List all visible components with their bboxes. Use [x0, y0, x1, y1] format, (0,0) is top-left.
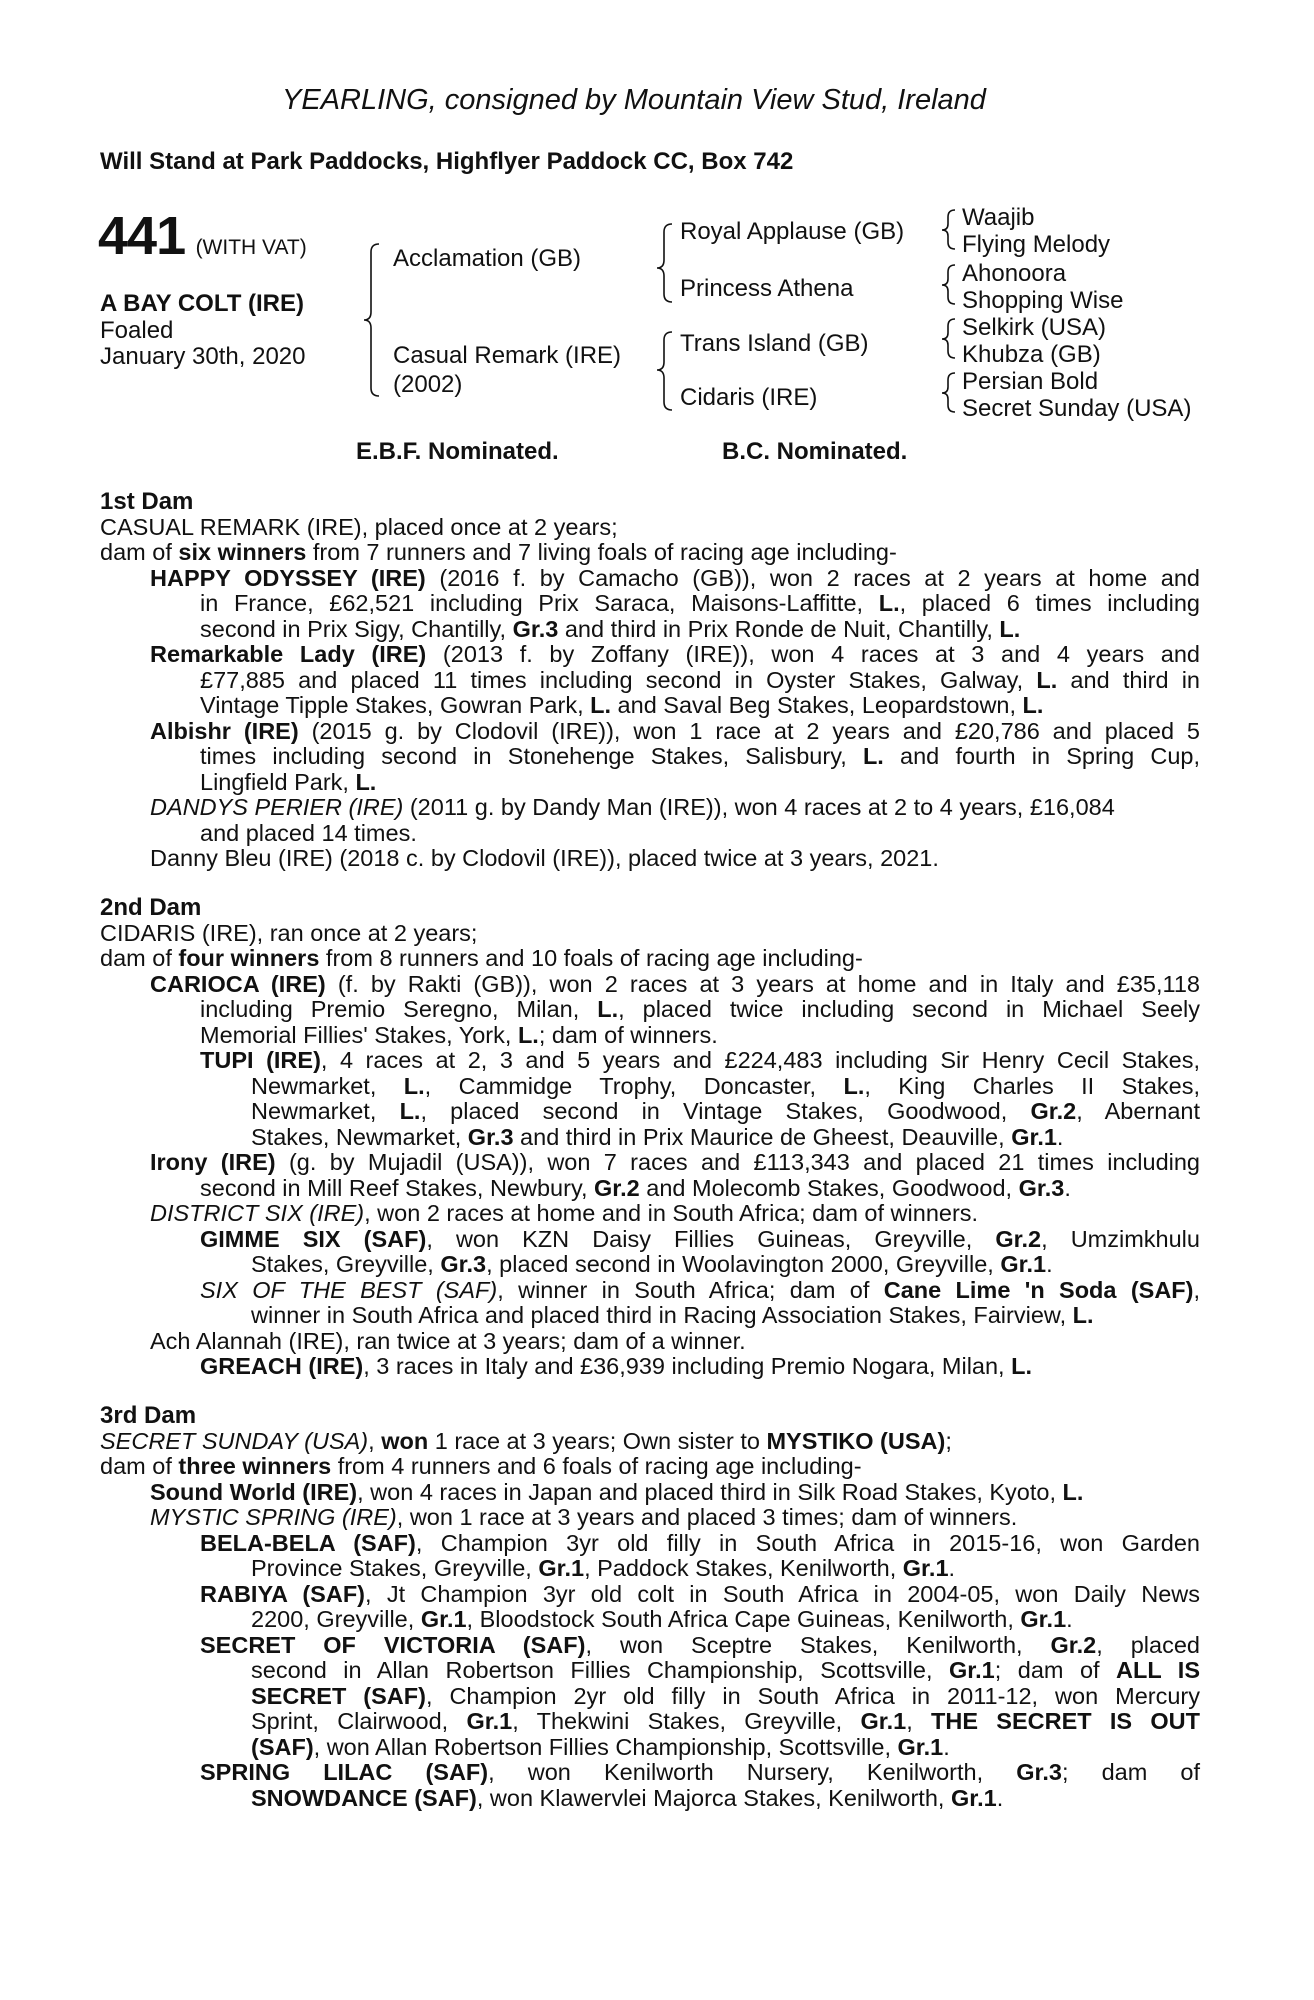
t: , placed second in Vintage Stakes, Goodwood, — [420, 1098, 1031, 1124]
t: Gr.3 — [1018, 1174, 1065, 1201]
t: , won Sceptre Stakes, Kenilworth, — [585, 1631, 1051, 1658]
t: L. — [1036, 666, 1058, 693]
t: Irony (IRE) — [150, 1149, 276, 1175]
t: ; dam of winners. — [538, 1021, 718, 1048]
t: BELA-BELA (SAF) — [200, 1529, 416, 1556]
t: L. — [843, 1072, 865, 1099]
brace-dam-line — [657, 332, 672, 410]
t: and third in — [1057, 666, 1200, 693]
entry-remarkable-lady-3 — [200, 693, 1200, 719]
t: Sound World (IRE) — [150, 1478, 358, 1505]
t: three winners — [178, 1453, 332, 1479]
t: L. — [403, 1072, 425, 1099]
brace-g1 — [942, 210, 955, 249]
entry-greach — [200, 1354, 1200, 1380]
t: four winners — [178, 945, 320, 971]
third-dam-title: 3rd Dam — [100, 1402, 197, 1429]
t: from 4 runners and 6 foals of racing age including- — [331, 1453, 862, 1479]
t: 2200, Greyville, — [251, 1606, 421, 1632]
grandsire-1: Waajib — [962, 204, 1035, 231]
first-dam-line: CASUAL REMARK (IRE), placed once at 2 years; — [100, 513, 618, 540]
t: GREACH (IRE) — [200, 1353, 364, 1379]
grandsire-4: Shopping Wise — [962, 287, 1124, 314]
entry-remarkable-lady-2 — [200, 668, 1200, 694]
entry-secret-of-victoria — [200, 1633, 1200, 1659]
t: (2015 g. by Clodovil (IRE)), won 1 race at 2 years and £20,786 and placed 5 — [298, 717, 1200, 744]
t: L. — [597, 996, 619, 1022]
t: , — [1193, 1276, 1201, 1303]
t: and Saval Beg Stakes, Leopardstown, — [611, 692, 1023, 718]
third-dam-line — [100, 1429, 1200, 1455]
entry-rabiya — [200, 1582, 1200, 1608]
t: GIMME SIX (SAF) — [200, 1225, 427, 1252]
t: second in Prix Sigy, Chantilly, — [200, 615, 513, 642]
t: , won Klawervlei Majorca Stakes, Kenilworth, — [476, 1784, 951, 1811]
t: from 7 runners and 7 living foals of racing age including- — [306, 539, 897, 565]
entry-remarkable-lady — [150, 642, 1200, 668]
sire-sire: Royal Applause (GB) — [680, 218, 905, 245]
entry-sound-world — [150, 1480, 1200, 1506]
t: , Paddock Stakes, Kenilworth, — [584, 1555, 903, 1581]
brace-sire-line — [657, 224, 672, 302]
grandsire-2: Flying Melody — [962, 231, 1111, 258]
t: L. — [1011, 1353, 1033, 1379]
t: Albishr (IRE) — [150, 717, 299, 744]
t: , — [906, 1708, 932, 1734]
t: winner in South Africa and placed third in Racing Association Stakes, Fairview, — [251, 1302, 1073, 1328]
t: . — [1064, 1174, 1071, 1201]
lot-number: 441 — [98, 206, 186, 266]
t: , placed 6 times including — [899, 590, 1200, 616]
entry-rabiya-2 — [251, 1607, 1200, 1633]
t: Gr.2 — [1050, 1631, 1097, 1658]
t: Province Stakes, Greyville, — [251, 1555, 539, 1581]
entry-gimme-six-2 — [251, 1252, 1200, 1278]
t: L. — [355, 768, 377, 795]
entry-carioca-2 — [200, 997, 1200, 1023]
t: (SAF) — [251, 1733, 314, 1760]
first-dam-section — [100, 489, 1200, 872]
t: L. — [878, 590, 900, 616]
t: Gr.1 — [1011, 1123, 1057, 1150]
t: ; dam of — [994, 1657, 1117, 1683]
sire: Acclamation (GB) — [393, 245, 582, 272]
t: Gr.1 — [860, 1708, 907, 1734]
t: second in Allan Robertson Fillies Championship, Scottsville, — [251, 1657, 949, 1683]
dam-dam: Cidaris (IRE) — [680, 384, 818, 411]
grandsire-3: Ahonoora — [962, 260, 1067, 287]
t: and fourth in Spring Cup, — [883, 743, 1201, 769]
t: in France, £62,521 including Prix Saraca, Maisons-Laffitte, — [200, 590, 879, 616]
t: Vintage Tipple Stakes, Gowran Park, — [200, 692, 591, 718]
t: . — [943, 1733, 950, 1760]
t: dam of — [100, 539, 179, 565]
t: , Umzimkhulu — [1041, 1225, 1200, 1252]
t: , winner in South Africa; dam of — [497, 1276, 884, 1303]
brace-sire-dam — [364, 244, 379, 396]
grandsire-5: Selkirk (USA) — [962, 314, 1107, 341]
t: . — [1056, 1123, 1064, 1150]
t: THE SECRET IS OUT — [931, 1708, 1200, 1734]
t: , Cammidge Trophy, Doncaster, — [424, 1072, 844, 1099]
brace-g4 — [942, 373, 955, 412]
t: Remarkable Lady (IRE) — [150, 641, 427, 667]
t: and third in Prix Ronde de Nuit, Chantilly, — [558, 615, 1000, 642]
t: , won 1 race at 3 years and placed 3 times; dam of winners. — [396, 1504, 1018, 1530]
t: , won Kenilworth Nursery, Kenilworth, — [488, 1759, 1017, 1785]
t: second in Mill Reef Stakes, Newbury, — [200, 1174, 595, 1201]
entry-dandys-perier-2: and placed 14 times. — [200, 819, 417, 846]
third-dam-produce — [100, 1454, 1200, 1480]
entry-happy-odyssey — [150, 566, 1200, 592]
t: SNOWDANCE (SAF) — [251, 1784, 477, 1811]
entry-bela-bela — [200, 1531, 1200, 1557]
grandsire-7: Persian Bold — [962, 368, 1099, 395]
t: RABIYA (SAF) — [200, 1580, 366, 1607]
t: Gr.1 — [420, 1606, 467, 1632]
foaled-date: January 30th, 2020 — [100, 343, 306, 370]
entry-irony-2 — [200, 1176, 1200, 1202]
t: Gr.1 — [950, 1784, 997, 1811]
t: times including second in Stonehenge Stakes, Salisbury, — [200, 743, 863, 769]
entry-happy-odyssey-2 — [200, 591, 1200, 617]
entry-danny-bleu: Danny Bleu (IRE) (2018 c. by Clodovil (IRE)), placed twice at 3 years, 2021. — [150, 845, 939, 871]
t: L. — [1022, 692, 1044, 718]
t: and Molecomb Stakes, Goodwood, — [639, 1174, 1019, 1201]
t: (g. by Mujadil (USA)), won 7 races and £113,343 and placed 21 times including — [275, 1149, 1200, 1175]
t: SECRET OF VICTORIA (SAF) — [200, 1631, 586, 1658]
t: , won 4 races in Japan and placed third in Silk Road Stakes, Kyoto, — [357, 1478, 1063, 1505]
t: HAPPY ODYSSEY (IRE) — [150, 564, 426, 591]
t: MYSTIC SPRING (IRE) — [150, 1504, 397, 1530]
t: , — [368, 1427, 382, 1454]
ebf-nominated: E.B.F. Nominated. — [356, 438, 559, 465]
entry-irony — [150, 1150, 1200, 1176]
dam-sire: Trans Island (GB) — [680, 330, 869, 357]
t: , won 2 races at home and in South Africa; dam of winners. — [364, 1200, 979, 1226]
t: , placed — [1096, 1631, 1200, 1658]
entry-secret-of-victoria-5 — [251, 1735, 1200, 1761]
t: , placed second in Woolavington 2000, Greyville, — [486, 1251, 1001, 1277]
t: , Jt Champion 3yr old colt in South Africa in 2004-05, won Daily News — [365, 1580, 1200, 1607]
entry-albishr — [150, 719, 1200, 745]
t: Lingfield Park, — [200, 768, 356, 795]
entry-secret-of-victoria-4 — [251, 1709, 1200, 1735]
entry-six-of-the-best-2 — [251, 1303, 1200, 1329]
t: DISTRICT SIX (IRE) — [150, 1200, 365, 1226]
t: , Bloodstock South Africa Cape Guineas, Kenilworth, — [466, 1606, 1021, 1632]
entry-albishr-2 — [200, 744, 1200, 770]
t: TUPI (IRE) — [200, 1047, 321, 1073]
sire-dam: Princess Athena — [680, 275, 854, 302]
second-dam-line: CIDARIS (IRE), ran once at 2 years; — [100, 919, 478, 946]
t: Gr.1 — [949, 1657, 995, 1683]
grandsire-6: Khubza (GB) — [962, 341, 1101, 368]
t: Gr.3 — [440, 1251, 487, 1277]
t: . — [996, 1784, 1004, 1811]
t: , King Charles II Stakes, — [864, 1072, 1201, 1099]
entry-six-of-the-best — [200, 1278, 1200, 1304]
entry-carioca — [150, 972, 1200, 998]
t: L. — [517, 1021, 539, 1048]
entry-happy-odyssey-3 — [200, 617, 1200, 643]
t: Stakes, Newmarket, — [251, 1123, 468, 1150]
entry-albishr-3 — [200, 770, 1200, 796]
bc-nominated: B.C. Nominated. — [722, 438, 908, 465]
t: Gr.1 — [902, 1555, 949, 1581]
entry-ach-alannah: Ach Alannah (IRE), ran twice at 3 years; dam of a winner. — [150, 1327, 746, 1354]
dam: Casual Remark (IRE) — [393, 342, 622, 369]
t: ALL IS — [1116, 1657, 1200, 1683]
brace-g3 — [942, 319, 955, 358]
entry-spring-lilac-2 — [251, 1786, 1200, 1812]
t: dam of — [100, 1453, 179, 1479]
t: L. — [1072, 1302, 1094, 1328]
entry-tupi-4 — [251, 1125, 1200, 1151]
t: ; dam of — [1061, 1759, 1200, 1785]
t: and third in Prix Maurice de Gheest, Deauville, — [513, 1123, 1012, 1150]
t: . — [1046, 1251, 1053, 1277]
t: ; — [945, 1427, 952, 1454]
t: Cane Lime 'n Soda (SAF) — [883, 1276, 1194, 1303]
t: (2016 f. by Camacho (GB)), won 2 races at 2 years at home and — [425, 564, 1201, 591]
t: Gr.2 — [1030, 1098, 1077, 1124]
t: L. — [862, 743, 884, 769]
t: Gr.3 — [1016, 1759, 1062, 1785]
t: , 3 races in Italy and £36,939 including Premio Nogara, Milan, — [363, 1353, 1012, 1379]
entry-tupi-2 — [251, 1074, 1200, 1100]
page-title: YEARLING, consigned by Mountain View Stud, Ireland — [282, 84, 986, 116]
entry-district-six — [150, 1201, 1200, 1227]
t: Gr.1 — [466, 1708, 513, 1734]
t: Gr.1 — [1020, 1606, 1067, 1632]
entry-tupi-3 — [251, 1099, 1200, 1125]
first-dam-title: 1st Dam — [100, 488, 194, 515]
t: . — [1066, 1606, 1073, 1632]
t: Gr.2 — [995, 1225, 1042, 1252]
second-dam-produce — [100, 946, 1200, 972]
t: , Thekwini Stakes, Greyville, — [512, 1708, 861, 1734]
t: Gr.3 — [467, 1123, 514, 1150]
t: Gr.2 — [594, 1174, 640, 1201]
t: . — [948, 1555, 956, 1581]
entry-dandys-perier — [150, 795, 1200, 821]
t: six winners — [178, 539, 307, 565]
horse-name: A BAY COLT (IRE) — [100, 290, 305, 317]
t: , Champion 2yr old filly in South Africa in 2011-12, won Mercury — [425, 1682, 1201, 1709]
t: L. — [1062, 1478, 1084, 1505]
t: Stakes, Greyville, — [251, 1251, 441, 1277]
t: Gr.1 — [1000, 1251, 1047, 1277]
second-dam-title: 2nd Dam — [100, 894, 202, 921]
entry-gimme-six — [200, 1227, 1200, 1253]
t: including Premio Seregno, Milan, — [200, 996, 598, 1022]
second-dam-section — [100, 895, 1200, 1380]
t: SPRING LILAC (SAF) — [200, 1759, 489, 1785]
t: L. — [999, 615, 1021, 642]
stand-location: Will Stand at Park Paddocks, Highflyer Paddock CC, Box 742 — [100, 148, 794, 175]
entry-carioca-3 — [200, 1023, 1200, 1049]
foaled-label: Foaled — [100, 317, 174, 344]
t: Newmarket, — [251, 1098, 400, 1124]
t: L. — [590, 692, 612, 718]
entry-bela-bela-2 — [251, 1556, 1200, 1582]
t: Memorial Fillies' Stakes, York, — [200, 1021, 518, 1048]
t: won — [381, 1427, 429, 1454]
t: (2013 f. by Zoffany (IRE)), won 4 races at 3 and 4 years and — [426, 641, 1201, 667]
t: Newmarket, — [251, 1072, 404, 1099]
t: from 8 runners and 10 foals of racing age including- — [319, 945, 863, 971]
entry-secret-of-victoria-3 — [251, 1684, 1200, 1710]
dam-year: (2002) — [393, 371, 463, 398]
t: DANDYS PERIER (IRE) — [150, 794, 404, 820]
t: Gr.3 — [512, 615, 559, 642]
t: Gr.1 — [897, 1733, 944, 1760]
t: 1 race at 3 years; Own sister to — [428, 1427, 767, 1454]
t: , 4 races at 2, 3 and 5 years and £224,483 including Sir Henry Cecil Stakes, — [320, 1047, 1200, 1073]
t: , won KZN Daisy Fillies Guineas, Greyville, — [426, 1225, 996, 1252]
t: , won Allan Robertson Fillies Championship, Scottsville, — [313, 1733, 898, 1760]
third-dam-section — [100, 1403, 1200, 1811]
t: (2011 g. by Dandy Man (IRE)), won 4 races at 2 to 4 years, £16,084 — [403, 794, 1115, 820]
t: Gr.1 — [538, 1555, 585, 1581]
t: , placed twice including second in Michael Seely — [618, 996, 1200, 1022]
t: L. — [399, 1098, 421, 1124]
entry-spring-lilac — [200, 1760, 1200, 1786]
grandsire-8: Secret Sunday (USA) — [962, 395, 1192, 422]
entry-mystic-spring — [150, 1505, 1200, 1531]
t: CARIOCA (IRE) — [150, 970, 326, 997]
vat-note: (WITH VAT) — [195, 236, 307, 259]
t: £77,885 and placed 11 times including second in Oyster Stakes, Galway, — [200, 666, 1037, 693]
t: MYSTIKO (USA) — [766, 1427, 946, 1454]
t: , Champion 3yr old filly in South Africa in 2015-16, won Garden — [415, 1529, 1200, 1556]
t: Sprint, Clairwood, — [251, 1708, 467, 1734]
pedigree-braces — [0, 0, 1314, 460]
t: (f. by Rakti (GB)), won 2 races at 3 years at home and in Italy and £35,118 — [325, 970, 1200, 997]
entry-tupi — [200, 1048, 1200, 1074]
t: , Abernant — [1076, 1098, 1201, 1124]
first-dam-produce — [100, 540, 1200, 566]
t: SECRET (SAF) — [251, 1682, 426, 1709]
t: SIX OF THE BEST (SAF) — [200, 1276, 498, 1303]
t: dam of — [100, 945, 179, 971]
brace-g2 — [942, 265, 955, 304]
t: SECRET SUNDAY (USA) — [100, 1427, 369, 1454]
entry-secret-of-victoria-2 — [251, 1658, 1200, 1684]
